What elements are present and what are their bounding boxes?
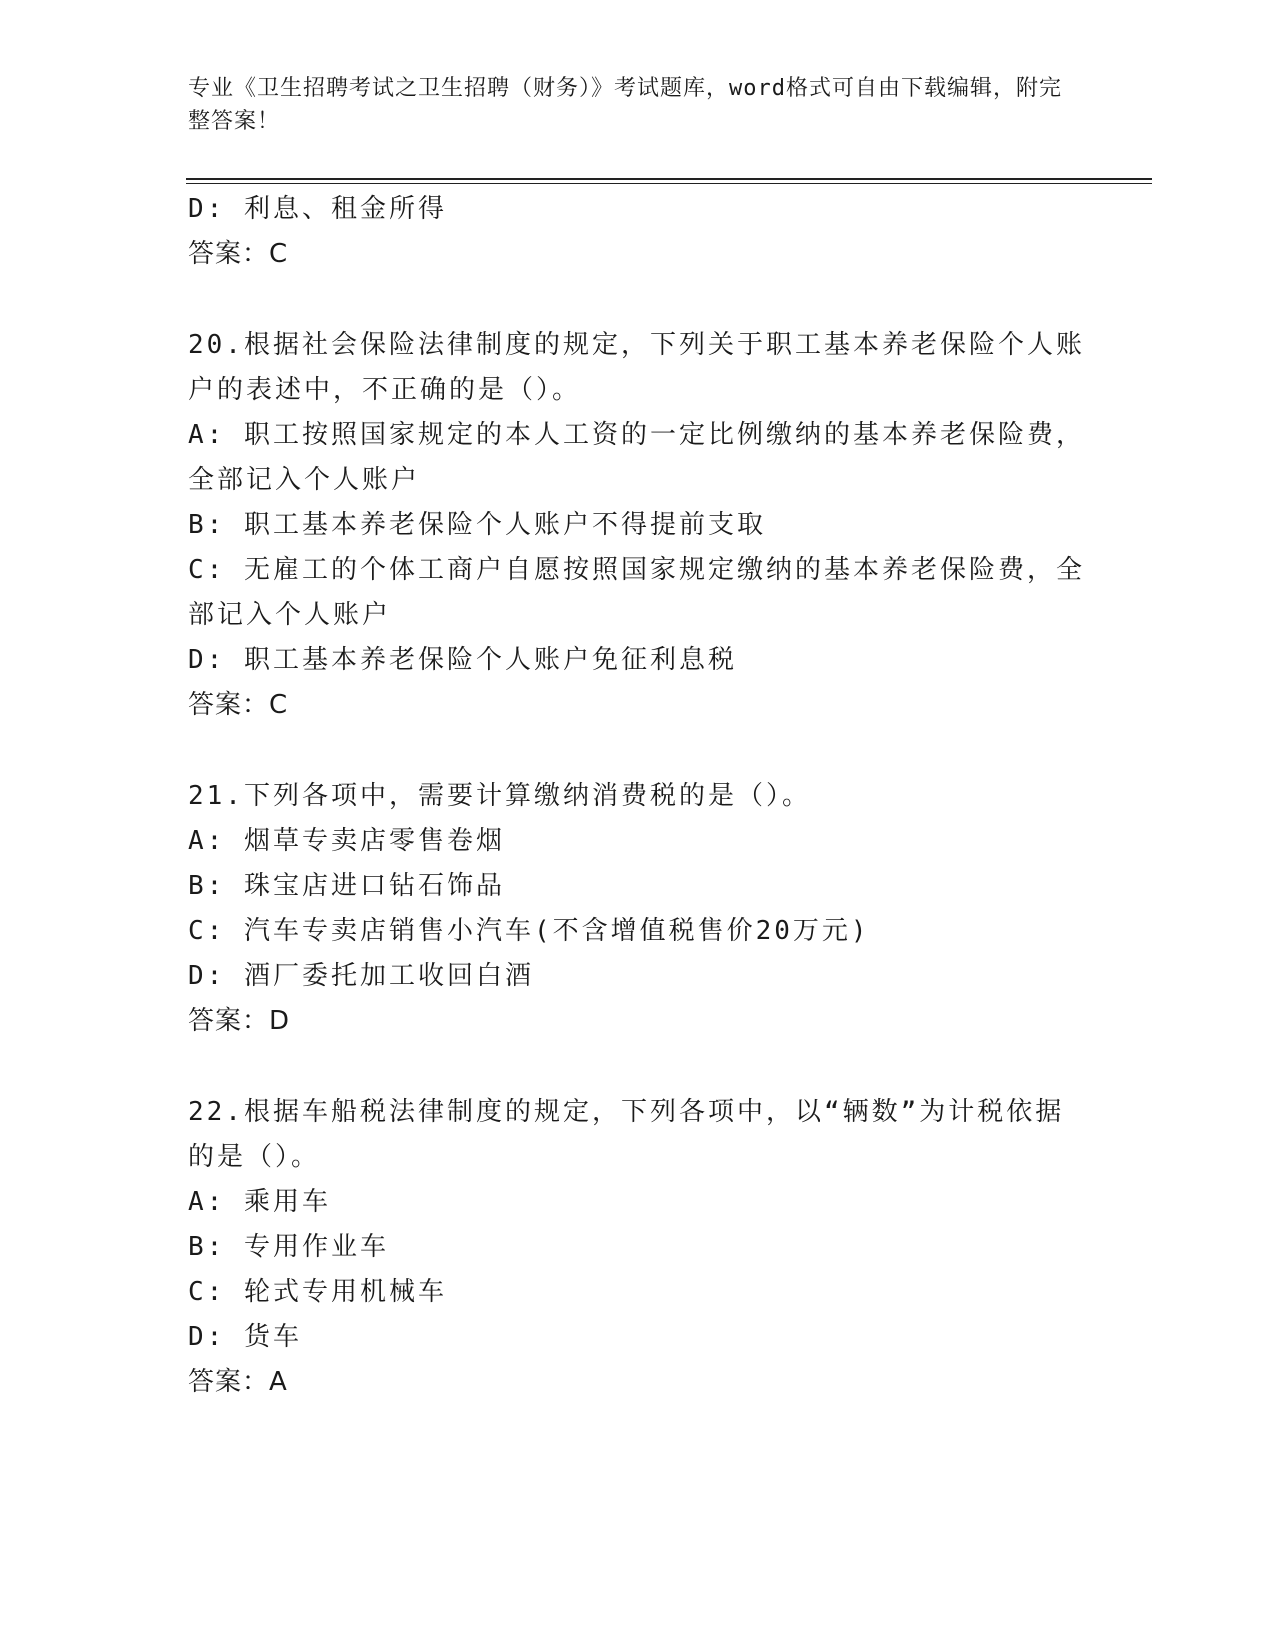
answer: 答案：C (188, 690, 289, 720)
question-stem-cont: 的是（）。 (188, 1142, 321, 1172)
spacer (188, 277, 1088, 323)
option-c-cont: 部记入个人账户 (188, 600, 392, 630)
option-b: B: 职工基本养老保险个人账户不得提前支取 (188, 510, 766, 540)
option-d: D: 职工基本养老保险个人账户免征利息税 (188, 645, 737, 675)
prev-answer: 答案：C (188, 239, 289, 269)
question-stem: 22.根据车船税法律制度的规定，下列各项中，以“辆数”为计税依据 (188, 1097, 1065, 1127)
answer: 答案：D (188, 1006, 291, 1036)
header-divider-thin (186, 183, 1152, 184)
option-d: D: 货车 (188, 1322, 302, 1352)
spacer (188, 728, 1088, 774)
question-stem: 20.根据社会保险法律制度的规定，下列关于职工基本养老保险个人账 (188, 330, 1085, 360)
option-c: C: 无雇工的个体工商户自愿按照国家规定缴纳的基本养老保险费，全 (188, 555, 1085, 585)
answer: 答案：A (188, 1367, 288, 1397)
option-b: B: 珠宝店进口钻石饰品 (188, 871, 505, 901)
question-list (188, 187, 1088, 1405)
question-20 (188, 323, 1088, 728)
spacer (188, 1044, 1088, 1090)
option-c: C: 轮式专用机械车 (188, 1277, 447, 1307)
question-stem-cont: 户的表述中，不正确的是（）。 (188, 375, 582, 405)
option-a: A: 乘用车 (188, 1187, 331, 1217)
prev-option-d: D: 利息、租金所得 (188, 194, 447, 224)
option-a: A: 烟草专卖店零售卷烟 (188, 826, 505, 856)
question-22 (188, 1090, 1088, 1405)
option-d: D: 酒厂委托加工收回白酒 (188, 961, 534, 991)
option-a-cont: 全部记入个人账户 (188, 465, 421, 495)
question-stem: 21.下列各项中，需要计算缴纳消费税的是（）。 (188, 781, 811, 811)
document-header: 专业《卫生招聘考试之卫生招聘（财务）》考试题库，word格式可自由下载编辑，附完整答案！ (188, 76, 1062, 134)
option-c: C: 汽车专卖店销售小汽车(不含增值税售价20万元) (188, 916, 870, 946)
header-divider-thick (186, 178, 1152, 180)
option-a: A: 职工按照国家规定的本人工资的一定比例缴纳的基本养老保险费， (188, 420, 1085, 450)
question-21 (188, 774, 1088, 1044)
option-b: B: 专用作业车 (188, 1232, 389, 1262)
